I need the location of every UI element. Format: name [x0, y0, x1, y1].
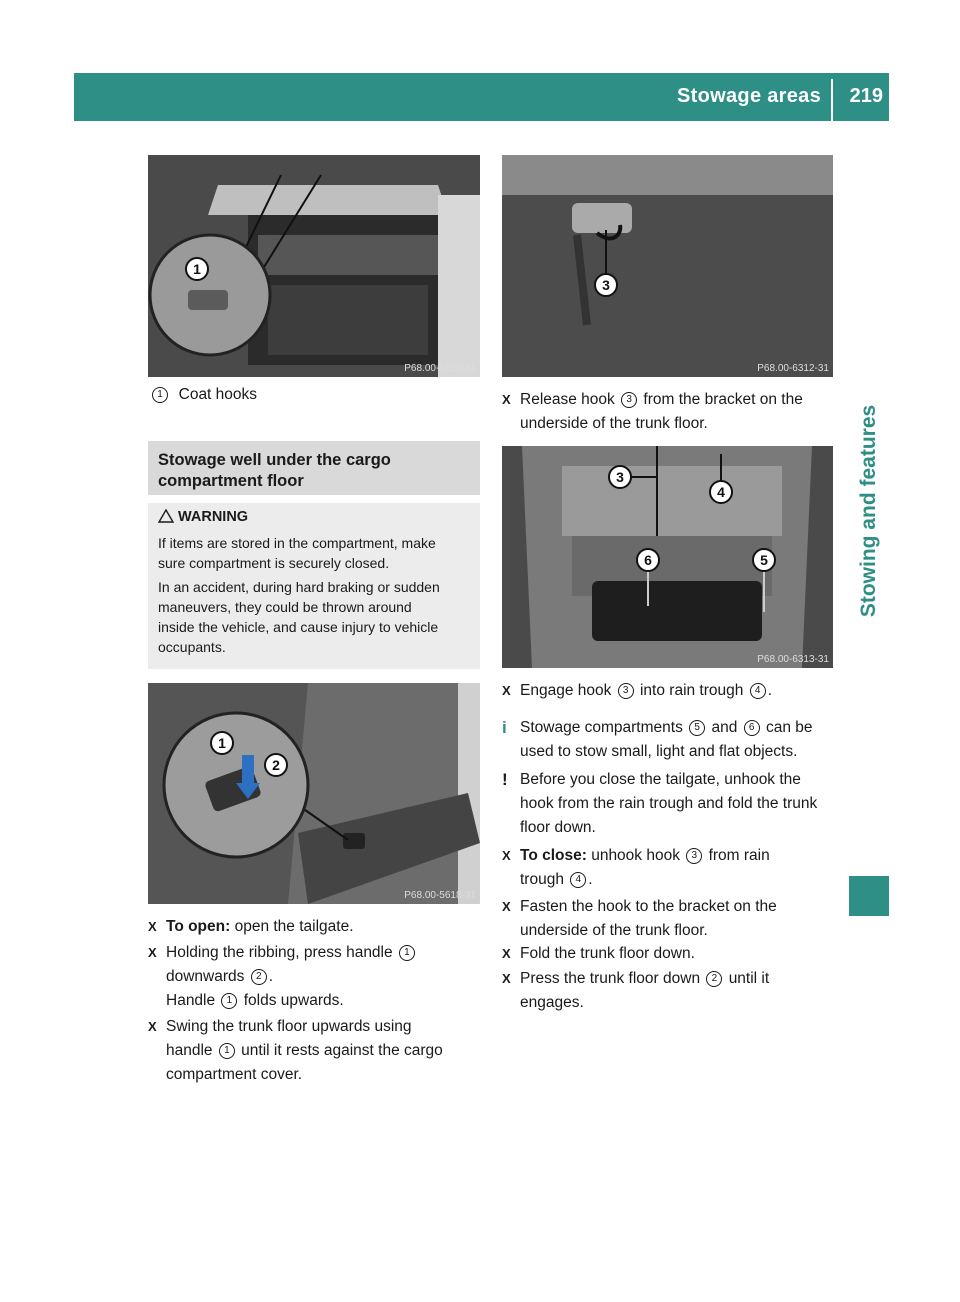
callout-1: 1: [193, 261, 201, 277]
side-tab: [849, 121, 889, 901]
callout-4: 4: [717, 484, 725, 500]
section-heading: Stowage well under the cargo compartment floor: [148, 441, 480, 495]
image-code: P68.00-5620-31: [404, 363, 476, 374]
image-code: P68.00-5618-31: [404, 890, 476, 901]
bullet-icon: X: [502, 971, 511, 986]
page-number: 219: [849, 85, 883, 107]
step-engage-hook: X Engage hook 3 into rain trough 4 .: [502, 679, 840, 703]
callout-5: 5: [760, 552, 768, 568]
warning-title: WARNING: [158, 509, 248, 525]
step-press-floor: X Press the trunk floor down 2 until it engages.: [502, 967, 840, 1015]
coat-hooks-image: [148, 155, 480, 377]
warning-text-1: If items are stored in the compartment, make sure compartment is securely closed.: [158, 535, 436, 571]
bullet-icon: X: [148, 1019, 157, 1034]
warning-triangle-icon: [158, 509, 174, 523]
step-open: X To open: open the tailgate.: [148, 915, 486, 939]
callout-1: 1: [218, 735, 226, 751]
header-divider: [831, 79, 833, 121]
step-close: X To close: unhook hook 3 from rain trough 4 .: [502, 844, 840, 892]
callout-3: 3: [602, 277, 610, 293]
header-title: Stowage areas: [677, 85, 821, 107]
side-tab-marker: [849, 876, 889, 916]
callout-3: 3: [616, 469, 624, 485]
step-fold-floor: X Fold the trunk floor down.: [502, 942, 840, 966]
bullet-icon: X: [502, 946, 511, 961]
bullet-icon: X: [502, 848, 511, 863]
info-icon: i: [502, 718, 507, 737]
image-code: P68.00-6312-31: [757, 363, 829, 374]
handle-image: [148, 683, 480, 904]
coat-hooks-caption: 1 Coat hooks: [150, 383, 257, 407]
trunk-open-image: [502, 446, 833, 668]
bullet-icon: X: [502, 683, 511, 698]
step-release-hook: X Release hook 3 from the bracket on the underside of the trunk floor.: [502, 388, 840, 436]
callout-2: 2: [272, 757, 280, 773]
callout-6: 6: [644, 552, 652, 568]
step-press-handle: X Holding the ribbing, press handle 1 downwards 2 . Handle 1 folds upwards.: [148, 941, 486, 1013]
bullet-icon: X: [148, 945, 157, 960]
bracket-image: [502, 155, 833, 377]
note-stowage: i Stowage compartments 5 and 6 can be used to stow small, light and flat objects.: [502, 718, 813, 760]
bullet-icon: X: [502, 392, 511, 407]
step-swing-floor: X Swing the trunk floor upwards using handle 1 until it rests against the cargo compartment cover.: [148, 1015, 486, 1087]
image-code: P68.00-6313-31: [757, 654, 829, 665]
bullet-icon: X: [148, 919, 157, 934]
step-fasten-hook: X Fasten the hook to the bracket on the underside of the trunk floor.: [502, 895, 840, 943]
note-caution: ! Before you close the tailgate, unhook the hook from the rain trough and fold the trunk floor down.: [502, 770, 818, 836]
warning-text-2: In an accident, during hard braking or sudden maneuvers, they could be thrown around inside the vehicle, and cause injury to vehicle occupants.: [158, 579, 440, 655]
caution-icon: !: [502, 770, 508, 789]
bullet-icon: X: [502, 899, 511, 914]
header-bar: [74, 73, 889, 121]
side-tab-label: Stowing and features: [857, 404, 880, 618]
warning-box: [148, 503, 480, 669]
